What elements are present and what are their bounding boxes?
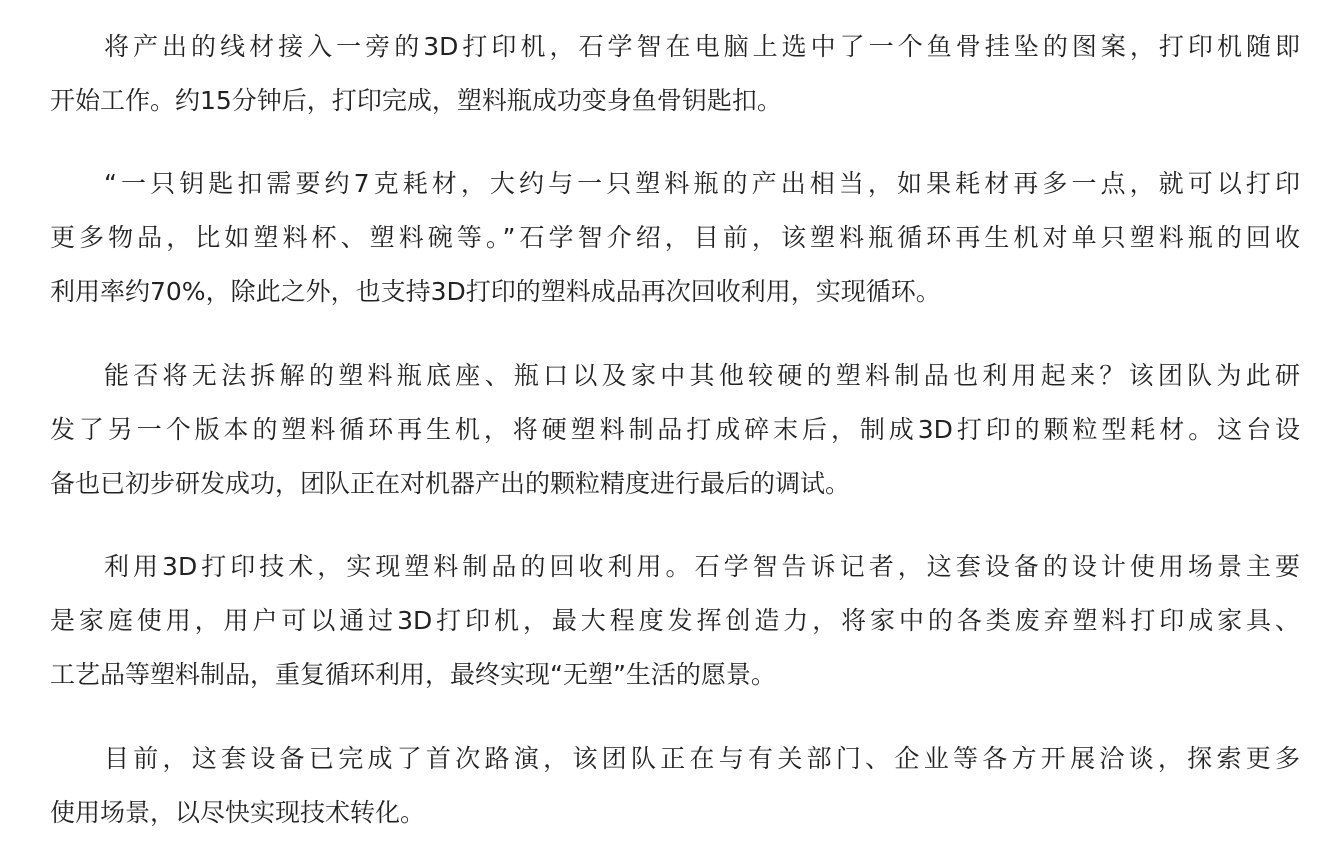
paragraph-material-usage [50,157,1300,319]
paragraph-line: “一只钥匙扣需要约7克耗材，大约与一只塑料瓶的产出相当，如果耗材再多一点，就可以打印 [104,169,1300,198]
paragraph-line: 利用率约70%，除此之外，也支持3D打印的塑料成品再次回收利用，实现循环。 [50,277,941,306]
paragraph-line: 使用场景，以尽快实现技术转化。 [50,798,426,827]
paragraph-line: 将产出的线材接入一旁的3D打印机，石学智在电脑上选中了一个鱼骨挂坠的图案，打印机随即 [104,32,1300,61]
paragraph-line: 备也已初步研发成功，团队正在对机器产出的颗粒精度进行最后的调试。 [50,469,851,498]
paragraph-3d-printing-keychain [50,20,1300,128]
paragraph-line: 开始工作。约15分钟后，打印完成，塑料瓶成功变身鱼骨钥匙扣。 [50,86,782,115]
paragraph-line: 能否将无法拆解的塑料瓶底座、瓶口以及家中其他较硬的塑料制品也利用起来？该团队为此研 [104,361,1300,390]
paragraph-line: 目前，这套设备已完成了首次路演，该团队正在与有关部门、企业等各方开展洽谈，探索更多 [104,744,1300,773]
paragraph-home-use-scenario [50,540,1300,702]
paragraph-line: 更多物品，比如塑料杯、塑料碗等。”石学智介绍，目前，该塑料瓶循环再生机对单只塑料瓶的回收 [50,223,1300,252]
paragraph-line: 利用3D打印技术，实现塑料制品的回收利用。石学智告诉记者，这套设备的设计使用场景主要 [104,552,1300,581]
paragraph-line: 发了另一个版本的塑料循环再生机，将硬塑料制品打成碎末后，制成3D打印的颗粒型耗材。这台设 [50,415,1300,444]
paragraph-line: 是家庭使用，用户可以通过3D打印机，最大程度发挥创造力，将家中的各类废弃塑料打印成家具、 [50,606,1300,635]
paragraph-roadshow-status [50,732,1300,840]
paragraph-line: 工艺品等塑料制品，重复循环利用，最终实现“无塑”生活的愿景。 [50,660,776,689]
paragraph-hard-plastic-version [50,349,1300,511]
